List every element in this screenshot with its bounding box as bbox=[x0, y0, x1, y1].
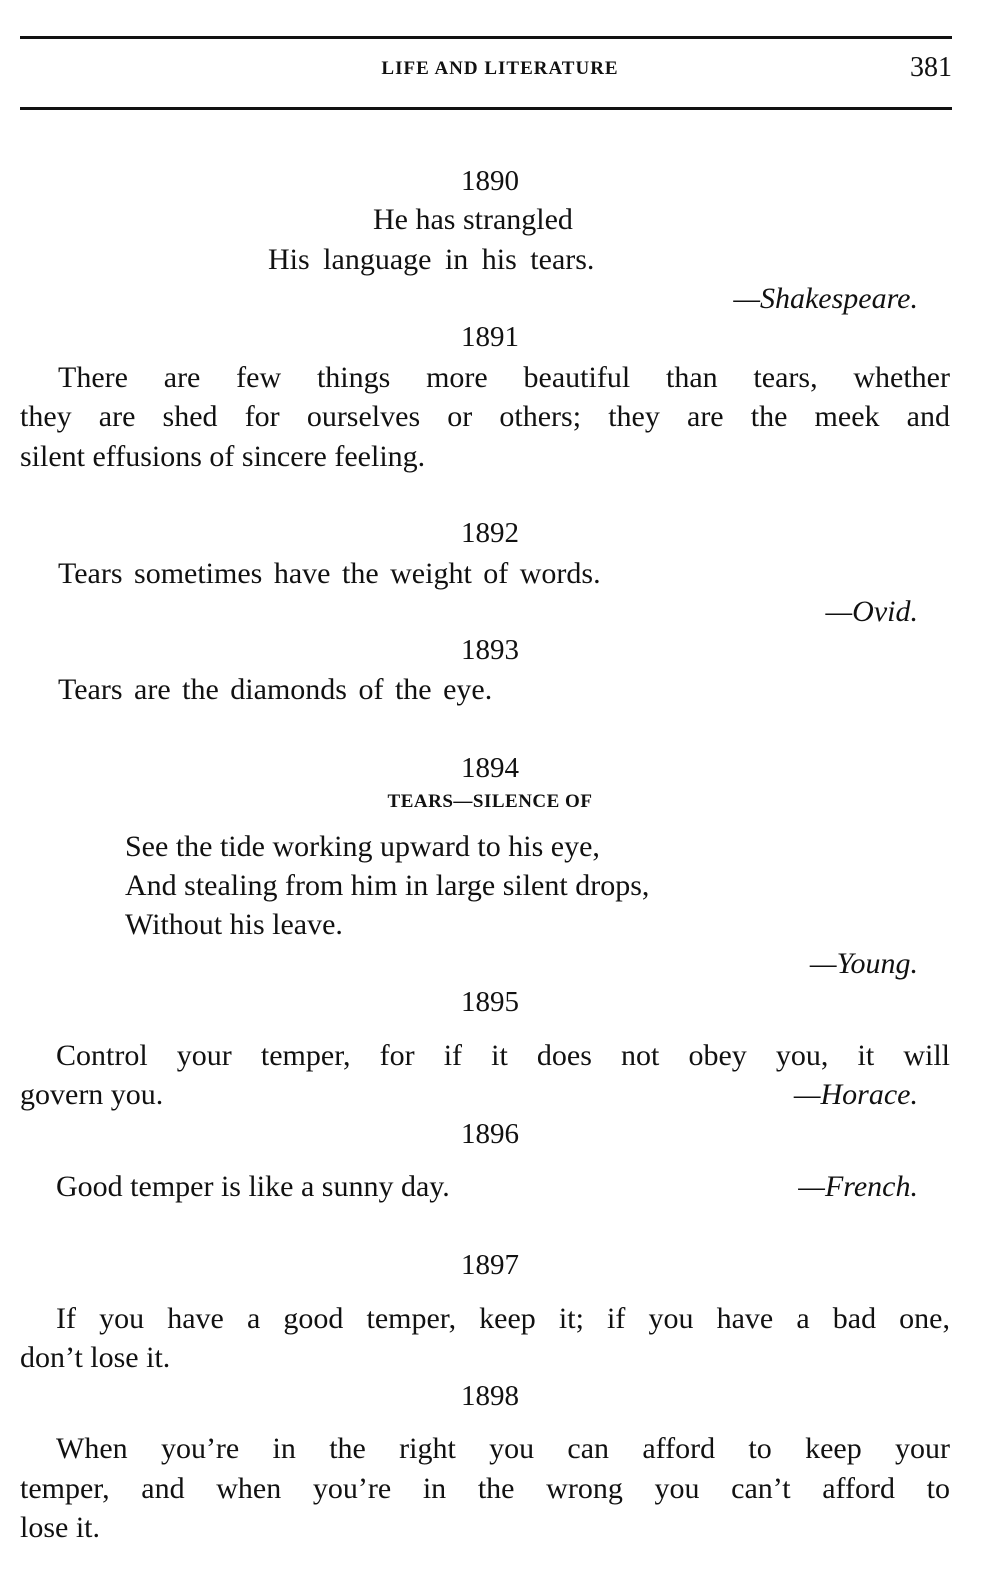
prose-line: temper, and when you’re in the wrong you can’t afford to bbox=[20, 1472, 950, 1505]
prose-line: don’t lose it. bbox=[20, 1341, 171, 1374]
running-head: LIFE AND LITERATURE bbox=[381, 58, 619, 79]
entry-number: 1895 bbox=[461, 986, 519, 1018]
section-heading: TEARS—SILENCE OF bbox=[387, 791, 593, 812]
attribution: —Ovid. bbox=[825, 595, 918, 628]
entry-number: 1894 bbox=[461, 752, 519, 784]
verse-line: See the tide working upward to his eye, bbox=[125, 830, 600, 863]
prose-line: Control your temper, for if it does not obey you, it will bbox=[56, 1039, 950, 1072]
verse-line: And stealing from him in large silent drops, bbox=[125, 869, 650, 902]
prose-line: they are shed for ourselves or others; they are the meek and bbox=[20, 400, 950, 433]
verse-line: His language in his tears. bbox=[268, 243, 595, 276]
header-bottom-rule bbox=[20, 107, 952, 110]
entry-number: 1897 bbox=[461, 1249, 519, 1281]
attribution: —Shakespeare. bbox=[733, 282, 918, 315]
attribution: —Young. bbox=[809, 947, 918, 980]
page-number: 381 bbox=[910, 52, 952, 83]
prose-line: lose it. bbox=[20, 1511, 100, 1544]
entry-number: 1892 bbox=[461, 517, 519, 549]
prose-line: Tears are the diamonds of the eye. bbox=[58, 673, 493, 706]
prose-line: govern you. bbox=[20, 1078, 164, 1111]
prose-line: If you have a good temper, keep it; if you have a bad one, bbox=[56, 1302, 950, 1335]
prose-line: Tears sometimes have the weight of words. bbox=[58, 557, 601, 590]
prose-line: silent effusions of sincere feeling. bbox=[20, 440, 426, 473]
entry-number: 1893 bbox=[461, 634, 519, 666]
entry-number: 1896 bbox=[461, 1118, 519, 1150]
prose-line: When you’re in the right you can afford to keep your bbox=[56, 1432, 950, 1465]
prose-line: Good temper is like a sunny day. bbox=[56, 1170, 450, 1203]
entry-number: 1891 bbox=[461, 321, 519, 353]
entry-number: 1890 bbox=[461, 165, 519, 197]
prose-line: There are few things more beautiful than tears, whether bbox=[58, 361, 950, 394]
verse-line: He has strangled bbox=[373, 203, 573, 236]
verse-line: Without his leave. bbox=[125, 908, 343, 941]
header-top-rule bbox=[20, 36, 952, 39]
entry-number: 1898 bbox=[461, 1380, 519, 1412]
attribution: —Horace. bbox=[793, 1078, 918, 1111]
attribution: —French. bbox=[798, 1170, 918, 1203]
